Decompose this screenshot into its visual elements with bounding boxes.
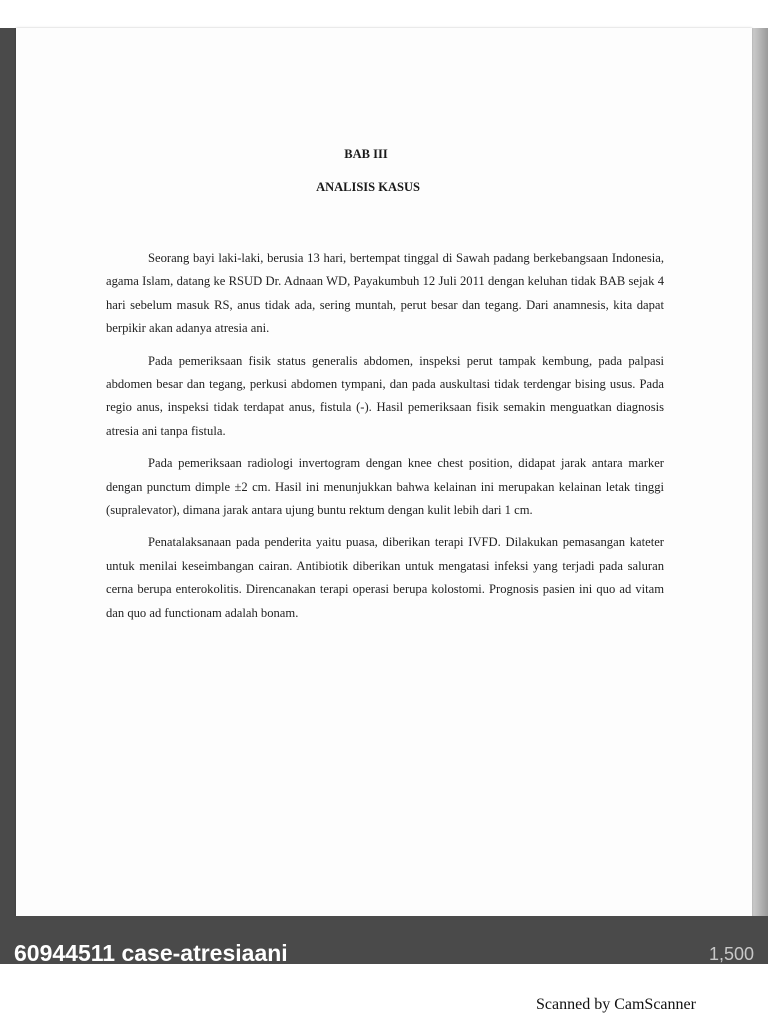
paragraph: Pada pemeriksaan fisik status generalis abdomen, inspeksi perut tampak kembung, pada palpasi abdomen besar dan tegang, perkusi abdomen tympani, dan pada auskultasi tidak terdengar bising usus. Pada regio anus, inspeksi tidak terdapat anus, fistula (-). Hasil pemeriksaan fisik semakin menguatkan diagnosis atresia ani tanpa fistula.: [106, 353, 664, 438]
document-info-bar: [0, 916, 768, 964]
document-count: 1,500: [708, 944, 754, 964]
paragraph: Penatalaksanaan pada penderita yaitu puasa, diberikan terapi IVFD. Dilakukan pemasangan kateter untuk menilai keseimbangan cairan. Antibiotik diberikan untuk mengatasi infeksi yang terjadi pada saluran cerna berupa enterokolitis. Direncanakan terapi operasi berupa kolostomi. Prognosis pasien ini quo ad vitam dan quo ad functionam adalah bonam.: [106, 535, 664, 620]
paragraph: Pada pemeriksaan radiologi invertogram dengan knee chest position, didapat jarak antara marker dengan punctum dimple ±2 cm. Hasil ini menunjukkan bahwa kelainan ini merupakan kelainan letak tinggi (supralevator), dimana jarak antara ujung buntu rektum dengan kulit lebih dari 1 cm.: [106, 456, 664, 518]
document-page: [16, 28, 752, 918]
scan-right-shadow: [752, 28, 768, 918]
chapter-heading: BAB III: [344, 147, 388, 161]
paragraph: Seorang bayi laki-laki, berusia 13 hari, bertempat tinggal di Sawah padang berkebangsaan Indonesia, agama Islam, datang ke RSUD Dr. Adnaan WD, Payakumbuh 12 Juli 2011 dengan keluhan tidak BAB sejak 4 hari sebelum masuk RS, anus tidak ada, sering muntah, perut besar dan tegang. Dari anamnesis, kita dapat berpikir akan adanya atresia ani.: [106, 251, 664, 336]
scanned-by-watermark: Scanned by CamScanner: [536, 996, 696, 1013]
document-body: [106, 247, 664, 634]
section-title: ANALISIS KASUS: [316, 180, 420, 194]
document-id-label[interactable]: 60944511 case-atresiaani: [14, 940, 288, 964]
